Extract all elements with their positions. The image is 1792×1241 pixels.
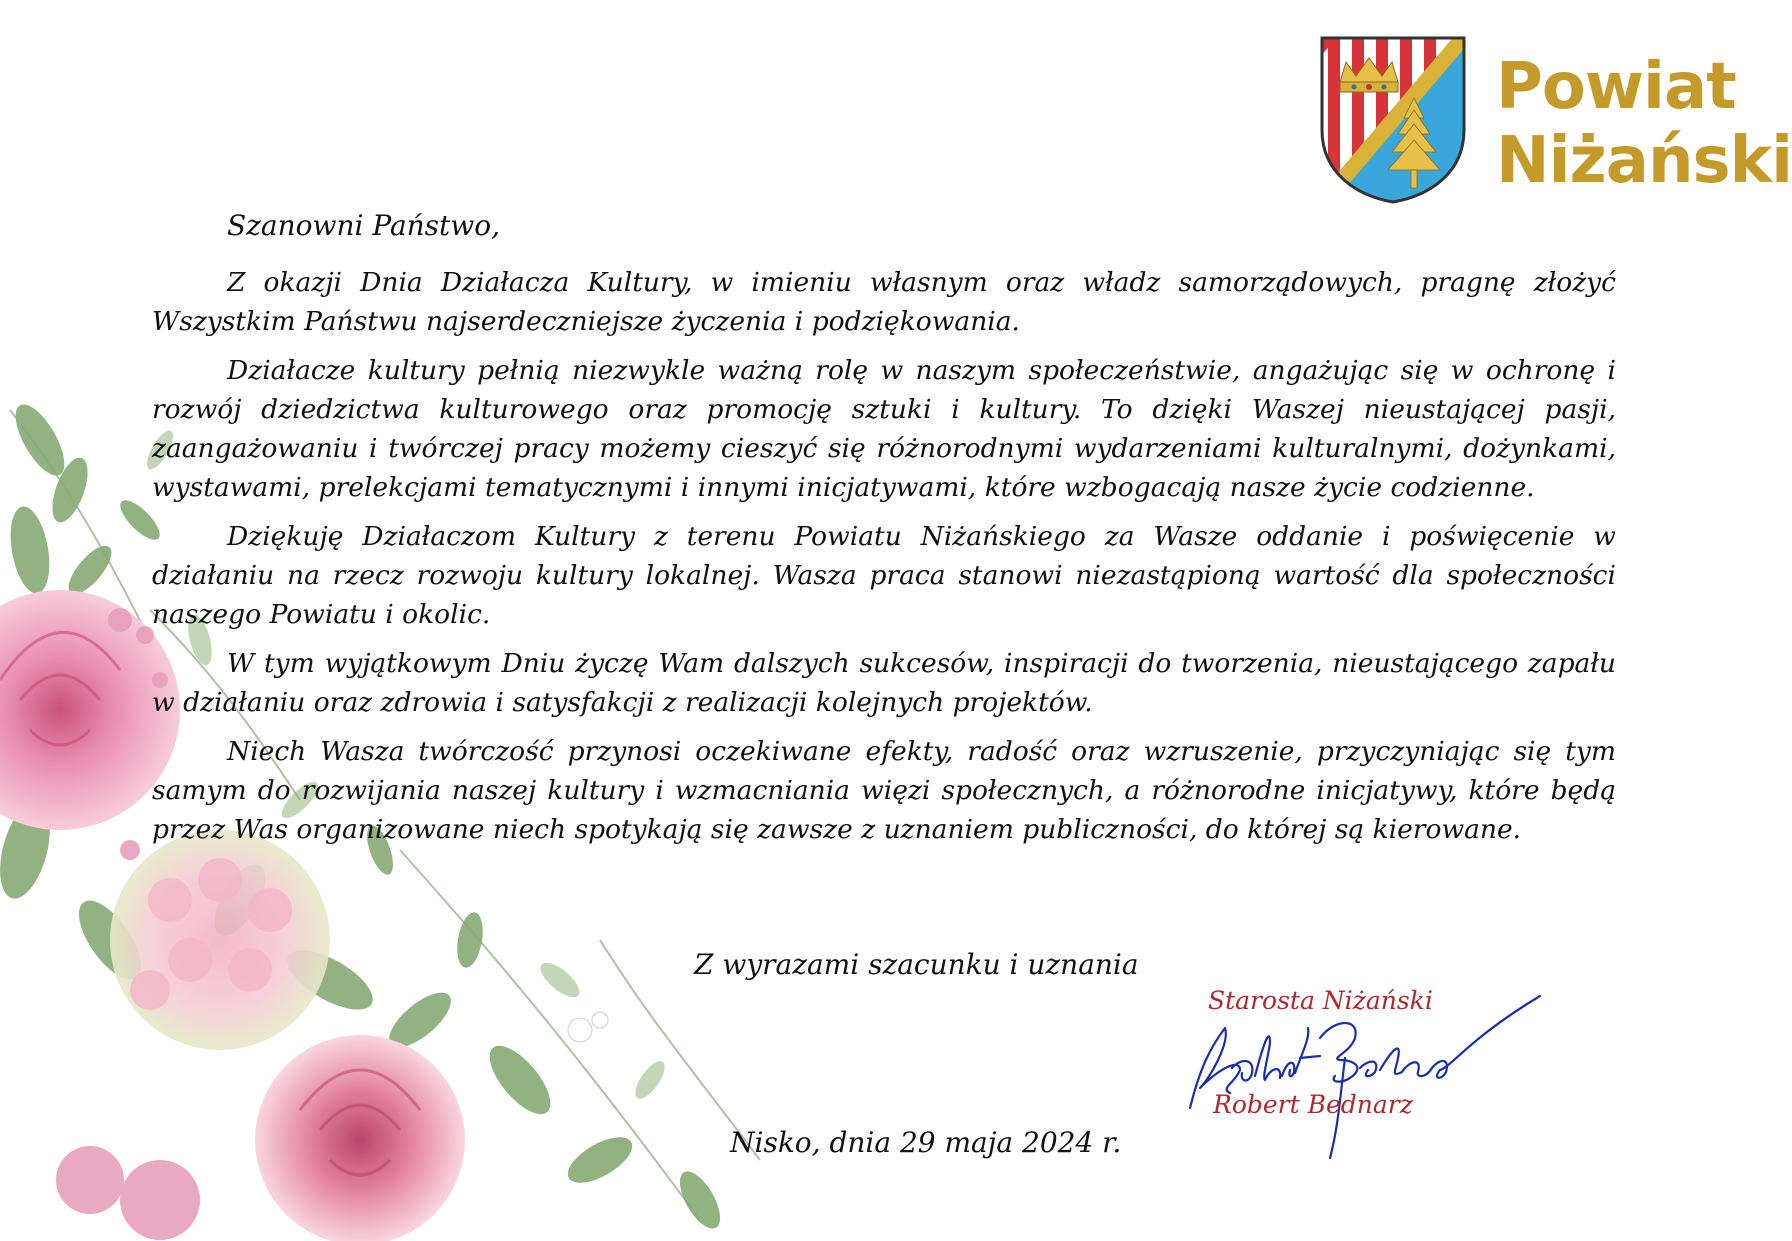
closing-phrase: Z wyrazami szacunku i uznania xyxy=(694,948,1139,981)
place-and-date: Nisko, dnia 29 maja 2024 r. xyxy=(730,1126,1122,1159)
county-logo xyxy=(1318,34,1792,206)
paragraph-5: Niech Wasza twórczość przynosi oczekiwane efekty, radość oraz wzruszenie, przyczyniając się tym samym do rozwijania naszej kultury i wzmacniania więzi społecznych, a różnorodne inicjatywy, które będą przez Was organizowane niech spotykają się zawsze z uznaniem publiczności, do której są kierowane. xyxy=(152,736,1616,845)
logo-line-2: Niżański xyxy=(1496,124,1792,198)
signatory-title: Starosta Niżański xyxy=(1208,986,1433,1015)
handwritten-signature xyxy=(1170,998,1550,1158)
logo-wordmark xyxy=(1496,50,1792,198)
signatory-name: Robert Bednarz xyxy=(1213,1090,1413,1119)
letter-body xyxy=(152,206,1616,859)
paragraph-1: Z okazji Dnia Działacza Kultury, w imieniu własnym oraz władz samorządowych, pragnę złożyć Wszystkim Państwu najserdeczniejsze życzenia i podziękowania. xyxy=(152,267,1616,337)
salutation: Szanowni Państwo, xyxy=(227,209,501,242)
coat-of-arms-icon xyxy=(1318,34,1468,206)
logo-line-1: Powiat xyxy=(1496,50,1736,124)
paragraph-3: Dziękuję Działaczom Kultury z terenu Powiatu Niżańskiego za Wasze oddanie i poświęcenie w działaniu na rzecz rozwoju kultury lokalnej. Wasza praca stanowi niezastąpioną wartość dla społeczności naszego Powiatu i okolic. xyxy=(152,521,1616,630)
paragraph-2: Działacze kultury pełnią niezwykle ważną rolę w naszym społeczeństwie, angażując się w ochronę i rozwój dziedzictwa kulturowego oraz promocję sztuki i kultury. To dzięki Waszej nieustającej pasji, zaangażowaniu i twórczej pracy możemy cieszyć się różnorodnymi wydarzeniami kulturalnymi, dożynkami, wystawami, prelekcjami tematycznymi i innymi inicjatywami, które wzbogacają nasze życie codzienne. xyxy=(152,355,1616,503)
paragraph-4: W tym wyjątkowym Dniu życzę Wam dalszych sukcesów, inspiracji do tworzenia, nieustającego zapału w działaniu oraz zdrowia i satysfakcji z realizacji kolejnych projektów. xyxy=(152,648,1616,718)
